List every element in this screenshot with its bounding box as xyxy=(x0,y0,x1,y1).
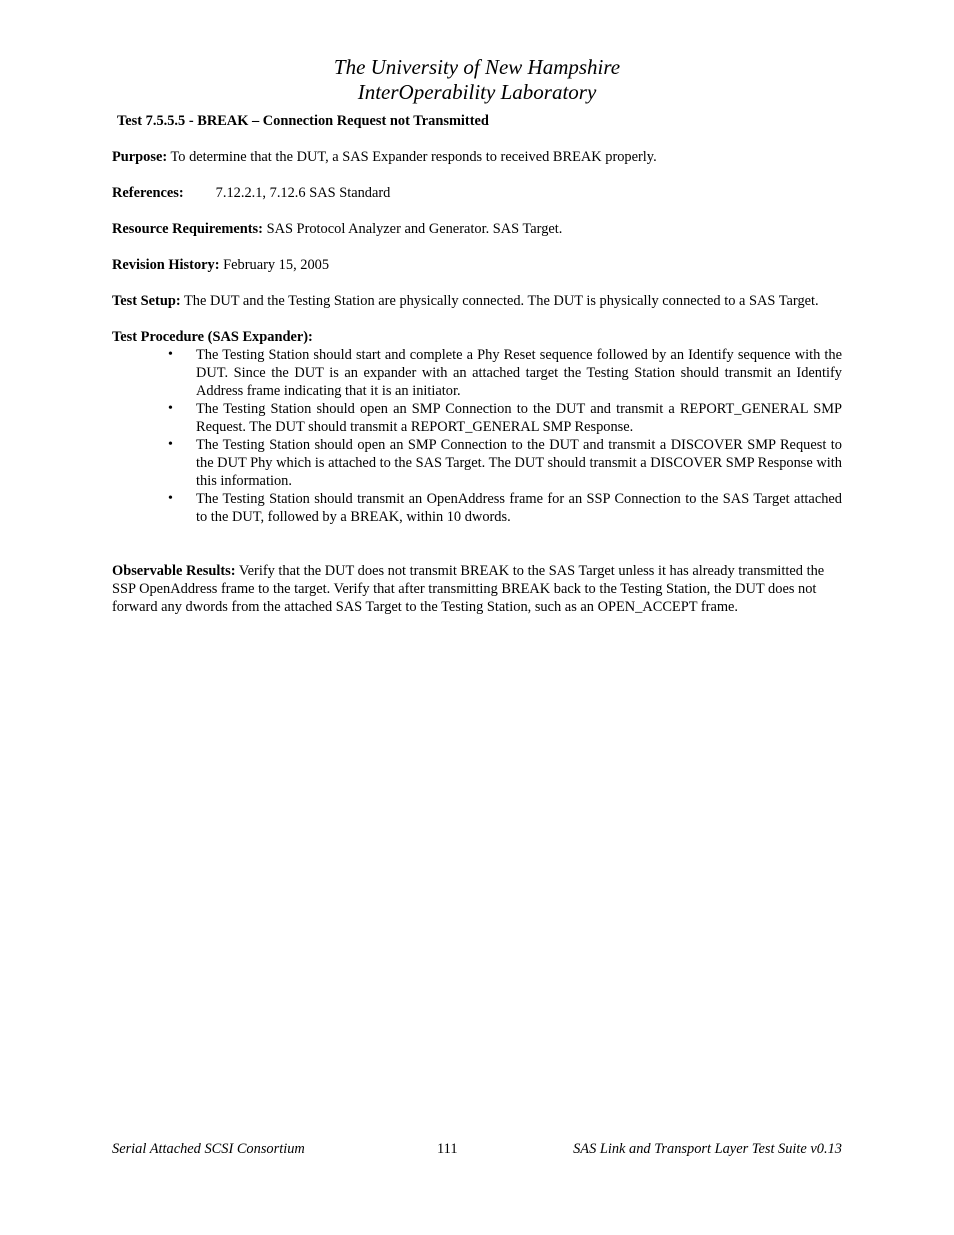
revision-section xyxy=(112,256,842,274)
setup-section xyxy=(112,292,842,310)
references-label: References: xyxy=(112,185,184,201)
procedure-step-text: The Testing Station should start and complete a Phy Reset sequence followed by an Identify sequence with the DUT. Since the DUT is an expander with an attached target the Testing Station should transmit an Identify Address frame indicating that it is an initiator. xyxy=(196,347,842,399)
test-title: Test 7.5.5.5 - BREAK – Connection Request not Transmitted xyxy=(117,113,489,129)
observable-text: Verify that the DUT does not transmit BREAK to the SAS Target unless it has already transmitted the SSP OpenAddress frame to the target. Verify that after transmitting BREAK back to the Testing Station, the DUT does not forward any dwords from the attached SAS Target to the Testing Station, such as an OPEN_ACCEPT frame. xyxy=(112,563,825,615)
page-footer xyxy=(112,1139,842,1159)
document-body xyxy=(112,112,842,634)
bullet-icon: • xyxy=(168,401,173,416)
procedure-step-text: The Testing Station should transmit an OpenAddress frame for an SSP Connection to the SAS Target attached to the DUT, followed by a BREAK, within 10 dwords. xyxy=(196,491,842,525)
procedure-heading: Test Procedure (SAS Expander): xyxy=(112,329,313,345)
procedure-step xyxy=(168,400,842,436)
header-university: The University of New Hampshire xyxy=(333,55,621,79)
observable-section xyxy=(112,562,842,616)
procedure-step-text: The Testing Station should open an SMP Connection to the DUT and transmit a REPORT_GENERAL SMP Request. The DUT should transmit a REPORT_GENERAL SMP Response. xyxy=(196,401,842,435)
bullet-icon: • xyxy=(168,491,173,506)
header-lab: InterOperability Laboratory xyxy=(357,80,597,104)
page-header xyxy=(0,55,954,105)
purpose-section xyxy=(112,148,842,166)
purpose-label: Purpose: xyxy=(112,149,168,165)
references-section xyxy=(112,184,842,202)
resources-label: Resource Requirements: xyxy=(112,221,263,237)
bullet-icon: • xyxy=(168,347,173,362)
footer-document-title: SAS Link and Transport Layer Test Suite v0.13 xyxy=(573,1141,842,1157)
setup-text: The DUT and the Testing Station are physically connected. The DUT is physically connected to a SAS Target. xyxy=(183,293,819,309)
purpose-text: To determine that the DUT, a SAS Expander responds to received BREAK properly. xyxy=(170,149,657,165)
procedure-steps xyxy=(112,346,842,526)
setup-label: Test Setup: xyxy=(112,293,181,309)
page-number: 111 xyxy=(437,1141,458,1157)
procedure-step xyxy=(168,346,842,400)
resources-text: SAS Protocol Analyzer and Generator. SAS Target. xyxy=(266,221,563,237)
resources-section xyxy=(112,220,842,238)
references-text: 7.12.2.1, 7.12.6 SAS Standard xyxy=(215,185,391,201)
observable-label: Observable Results: xyxy=(112,563,236,579)
procedure-step xyxy=(168,436,842,490)
bullet-icon: • xyxy=(168,437,173,452)
procedure-step-text: The Testing Station should open an SMP Connection to the DUT and transmit a DISCOVER SMP Request to the DUT Phy which is attached to the SAS Target. The DUT should transmit a DISCOVER SMP Response with this information. xyxy=(196,437,842,489)
procedure-step xyxy=(168,490,842,526)
revision-text: February 15, 2005 xyxy=(223,257,330,273)
footer-organization: Serial Attached SCSI Consortium xyxy=(112,1141,305,1157)
revision-label: Revision History: xyxy=(112,257,220,273)
